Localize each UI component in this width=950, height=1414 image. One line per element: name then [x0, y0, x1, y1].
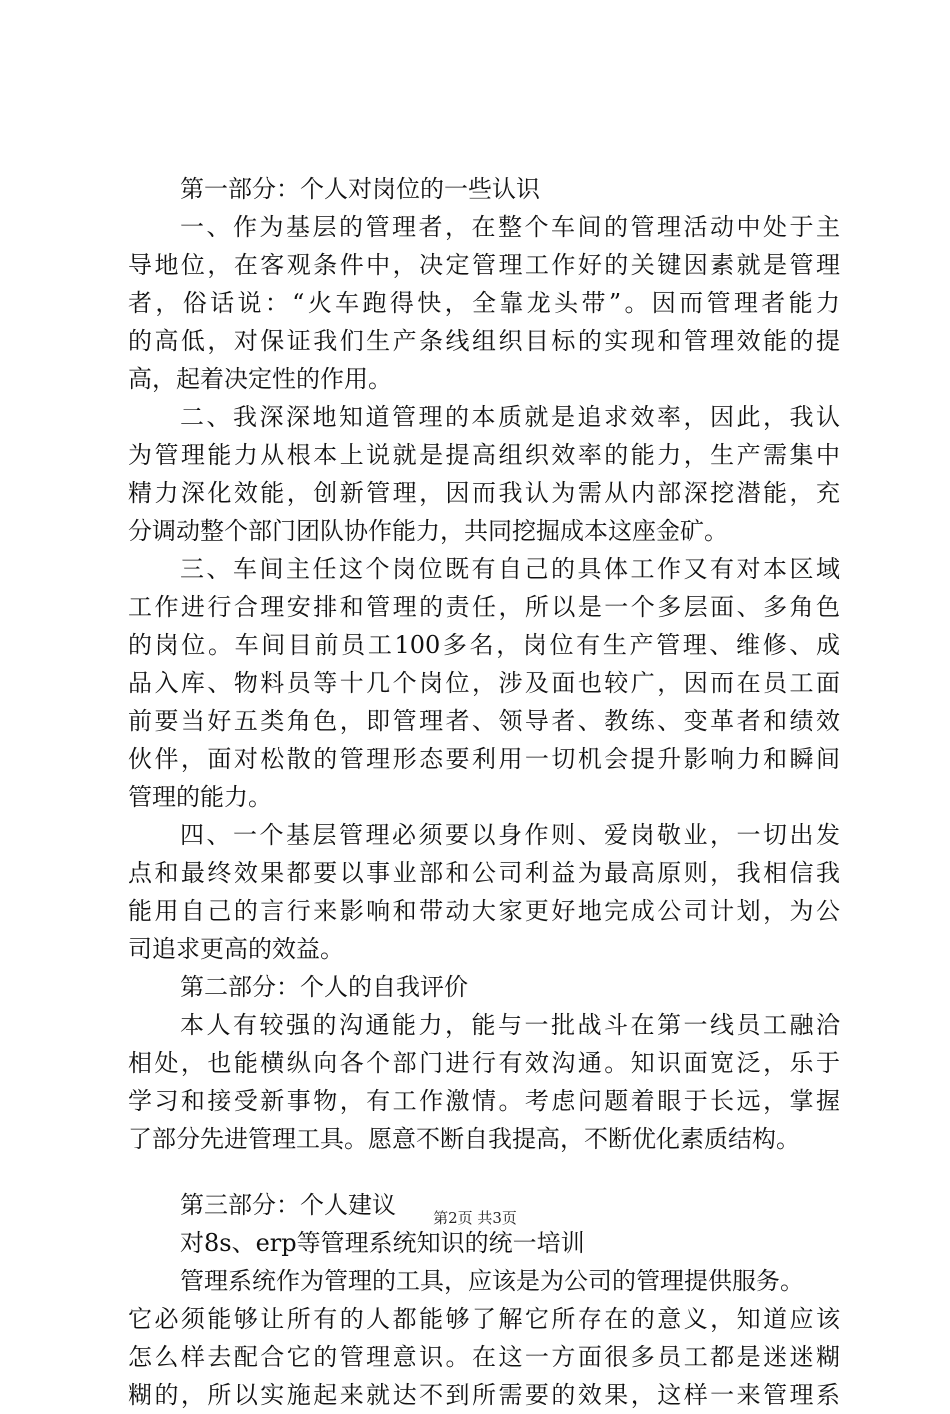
paragraph-line: 了部分先进管理工具。愿意不断自我提高，不断优化素质结构。: [128, 1125, 800, 1153]
paragraph-line: 管理系统作为管理的工具，应该是为公司的管理提供服务。: [180, 1267, 804, 1295]
paragraph-line: 分调动整个部门团队协作能力，共同挖掘成本这座金矿。: [128, 517, 728, 545]
paragraph-line: 管理的能力。: [128, 783, 272, 811]
paragraph-line: 怎么样去配合它的管理意识。在这一方面很多员工都是迷迷糊: [128, 1343, 840, 1371]
paragraph-line: 者，俗话说：“火车跑得快，全靠龙头带”。因而管理者能力: [128, 289, 840, 317]
paragraph-line: 二、我深深地知道管理的本质就是追求效率，因此，我认: [180, 403, 840, 431]
paragraph-line: 四、一个基层管理必须要以身作则、爱岗敬业，一切出发: [180, 821, 840, 849]
paragraph-line: 品入库、物料员等十几个岗位，涉及面也较广，因而在员工面: [128, 669, 840, 697]
paragraph-line: 的高低，对保证我们生产条线组织目标的实现和管理效能的提: [128, 327, 840, 355]
paragraph-line: 精力深化效能，创新管理，因而我认为需从内部深挖潜能，充: [128, 479, 840, 507]
paragraph-line: 点和最终效果都要以事业部和公司利益为最高原则，我相信我: [128, 859, 840, 887]
subheading: 对8s、erp等管理系统知识的统一培训: [180, 1229, 585, 1257]
paragraph-line: 能用自己的言行来影响和带动大家更好地完成公司计划，为公: [128, 897, 840, 925]
paragraph-line: 的岗位。车间目前员工100多名，岗位有生产管理、维修、成: [128, 631, 840, 659]
page-number-footer: 第2页 共3页: [433, 1209, 517, 1227]
section-heading: 第三部分：个人建议: [180, 1191, 396, 1219]
paragraph-line: 学习和接受新事物，有工作激情。考虑问题着眼于长远，掌握: [128, 1087, 840, 1115]
paragraph-line: 糊的，所以实施起来就达不到所需要的效果，这样一来管理系: [128, 1381, 840, 1409]
paragraph-line: 司追求更高的效益。: [128, 935, 344, 963]
section-heading: 第二部分：个人的自我评价: [180, 973, 468, 1001]
section-heading: 第一部分：个人对岗位的一些认识: [180, 175, 540, 203]
paragraph-gap: [128, 1158, 840, 1186]
paragraph-line: 三、车间主任这个岗位既有自己的具体工作又有对本区域: [180, 555, 840, 583]
paragraph-line: 伙伴，面对松散的管理形态要利用一切机会提升影响力和瞬间: [128, 745, 840, 773]
paragraph-line: 本人有较强的沟通能力，能与一批战斗在第一线员工融洽: [180, 1011, 840, 1039]
paragraph-line: 导地位，在客观条件中，决定管理工作好的关键因素就是管理: [128, 251, 840, 279]
paragraph-line: 前要当好五类角色，即管理者、领导者、教练、变革者和绩效: [128, 707, 840, 735]
paragraph-line: 高，起着决定性的作用。: [128, 365, 392, 393]
paragraph-line: 它必须能够让所有的人都能够了解它所存在的意义，知道应该: [128, 1305, 840, 1333]
paragraph-line: 工作进行合理安排和管理的责任，所以是一个多层面、多角色: [128, 593, 840, 621]
paragraph-line: 一、作为基层的管理者，在整个车间的管理活动中处于主: [180, 213, 840, 241]
paragraph-line: 为管理能力从根本上说就是提高组织效率的能力，生产需集中: [128, 441, 840, 469]
paragraph-line: 相处，也能横纵向各个部门进行有效沟通。知识面宽泛，乐于: [128, 1049, 840, 1077]
